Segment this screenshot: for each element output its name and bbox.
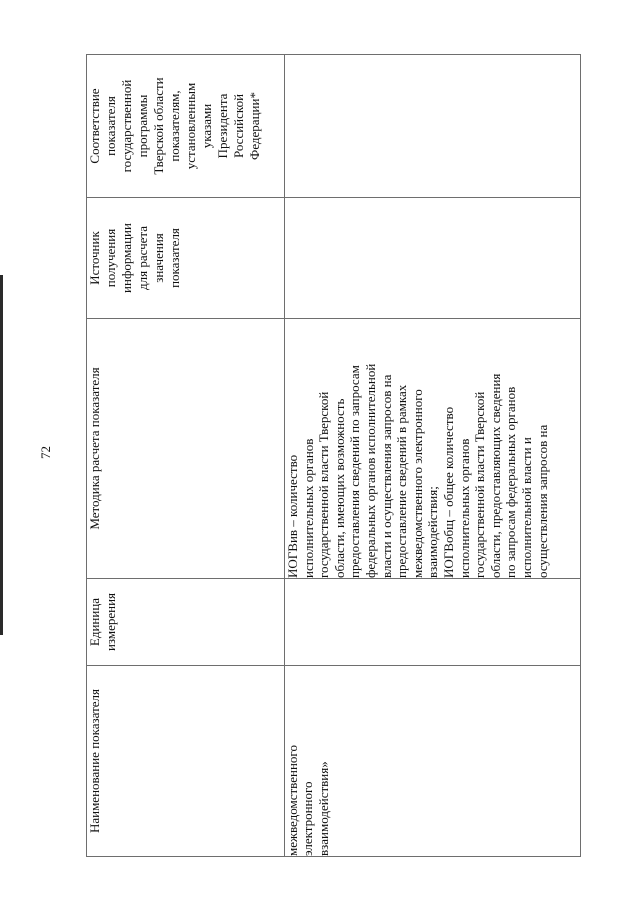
page-number: 72 [38,446,53,460]
header-correspondence-line: указами [199,103,214,149]
cell-method-line: предоставление сведений в рамках [394,384,410,578]
cell-method-line: государственной власти Тверской [472,391,488,578]
cell-name [285,666,581,857]
header-correspondence-line: показателя [103,96,118,156]
cell-method-line: по запросам федеральных органов [503,386,519,578]
header-source-line: значения [151,233,166,283]
header-correspondence [87,55,285,198]
header-method-text: Методика расчета показателя [87,367,102,530]
cell-method-line: области, предоставляющих сведения [487,373,503,578]
header-correspondence-line: Президента [215,93,230,159]
cell-method-line: федеральных органов исполнительной [362,363,378,578]
header-unit-line: Единица [87,597,102,647]
header-correspondence-line: Тверской области [151,77,166,175]
indicator-table [86,54,581,857]
cell-method-line: межведомственного электронного [409,389,425,578]
header-correspondence-line: Российской [231,93,246,159]
cell-method [285,319,581,579]
cell-correspondence [285,55,581,198]
cell-method-line: взаимодействия; [425,486,441,578]
header-source-line: показателя [167,228,182,288]
cell-name-line: межведомственного [285,745,300,856]
header-correspondence-line: программы [135,94,150,158]
table-row [285,55,581,857]
cell-method-line: власти и осуществления запросов на [378,374,394,578]
header-name [87,666,285,857]
header-source [87,198,285,319]
rotated-table-container [86,55,580,857]
cell-method-line: ИОГВобщ – общее количество [440,406,456,578]
scan-edge [0,275,3,635]
header-method [87,319,285,579]
header-correspondence-line: установленным [183,82,198,170]
header-source-line: Источник [87,231,102,285]
header-source-line: для расчета [135,225,150,291]
cell-method-line: предоставления сведений по запросам [347,365,363,578]
cell-method-line: исполнительных органов [456,438,472,578]
cell-method-line: ИОГВив – количество [285,454,300,578]
cell-name-line: взаимодействия» [315,761,331,856]
cell-method-line: исполнительной власти и [518,437,534,578]
cell-unit [285,579,581,666]
header-name-text: Наименование показателя [87,688,102,834]
header-row [87,55,285,857]
header-correspondence-line: показателям, [167,90,182,162]
cell-method-line: государственной власти Тверской [316,391,332,578]
cell-name-line: электронного [300,781,316,856]
cell-method-line: осуществления запросов на [534,424,550,578]
header-correspondence-line: Федерации* [247,92,262,160]
header-source-line: получения [103,228,118,288]
header-source-line: информации [119,223,134,293]
header-unit-line: измерения [103,592,118,652]
cell-method-line: области, имеющих возможность [331,398,347,578]
cell-source [285,198,581,319]
header-correspondence-line: государственной [119,79,134,173]
header-correspondence-line: Соответствие [87,88,102,164]
header-unit [87,579,285,666]
cell-method-line: исполнительных органов [300,438,316,578]
